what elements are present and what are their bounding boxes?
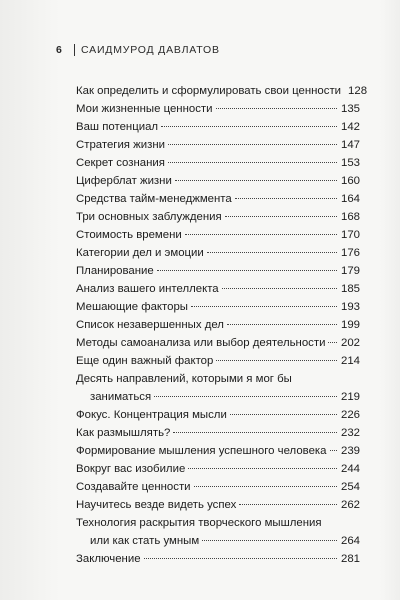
toc-entry-title: Заключение (76, 553, 141, 565)
toc-entry-page: 160 (340, 175, 360, 187)
toc-entry (76, 100, 360, 118)
toc-entry-title: Десять направлений, которыми я мог бы (76, 373, 292, 385)
toc-entry-page: 164 (340, 193, 360, 205)
dot-leader (154, 395, 337, 397)
toc-entry-title: Мешающие факторы (76, 301, 188, 313)
toc-entry-page: 226 (340, 409, 360, 421)
dot-leader (185, 233, 337, 235)
toc-entry-page: 214 (340, 355, 360, 367)
dot-leader (207, 251, 337, 253)
table-of-contents (76, 82, 368, 568)
toc-entry (76, 442, 360, 460)
dot-leader (161, 125, 337, 127)
toc-entry-title: Категории дел и эмоции (76, 247, 204, 259)
toc-entry-page: 202 (340, 337, 360, 349)
dot-leader (216, 359, 337, 361)
toc-entry-title: Создавайте ценности (76, 481, 191, 493)
toc-entry (76, 154, 360, 172)
toc-entry-page: 135 (340, 103, 360, 115)
toc-entry-title: Три основных заблуждения (76, 211, 222, 223)
toc-entry-page: 168 (340, 211, 360, 223)
toc-entry-page: 193 (340, 301, 360, 313)
toc-entry-page: 232 (340, 427, 360, 439)
toc-entry-page: 185 (340, 283, 360, 295)
dot-leader (227, 323, 337, 325)
dot-leader (173, 431, 337, 433)
dot-leader (222, 287, 337, 289)
toc-entry-title: Научитесь везде видеть успех (76, 499, 237, 511)
header-divider (74, 44, 75, 56)
toc-entry-page: 281 (340, 553, 360, 565)
dot-leader (144, 557, 337, 559)
toc-entry-page: 244 (340, 463, 360, 475)
dot-leader (216, 107, 338, 109)
author-name: САИДМУРОД ДАВЛАТОВ (81, 44, 220, 56)
toc-entry (76, 226, 360, 244)
dot-leader (330, 449, 338, 451)
toc-entry-title: Стратегия жизни (76, 139, 165, 151)
toc-entry-page: 264 (340, 535, 360, 547)
toc-entry (76, 478, 360, 496)
toc-entry (76, 334, 360, 352)
toc-entry-title: Как определить и сформулировать свои ценности (76, 85, 342, 97)
dot-leader (188, 467, 337, 469)
toc-entry-title: Список незавершенных дел (76, 319, 224, 331)
toc-entry (76, 172, 360, 190)
toc-entry (76, 406, 360, 424)
dot-leader (328, 341, 337, 343)
dot-leader (235, 197, 337, 199)
toc-entry (76, 370, 360, 406)
toc-entry-page: 128 (348, 85, 368, 97)
toc-entry-page: 219 (340, 391, 360, 403)
toc-entry-page: 239 (340, 445, 360, 457)
toc-entry-title-cont: или как стать умным (90, 535, 200, 547)
toc-entry (76, 550, 360, 568)
toc-entry (76, 208, 360, 226)
toc-entry (76, 136, 360, 154)
toc-entry-title: Циферблат жизни (76, 175, 172, 187)
dot-leader (230, 413, 337, 415)
toc-entry-page: 142 (340, 121, 360, 133)
toc-entry-title: Секрет сознания (76, 157, 165, 169)
toc-entry-title: Еще один важный фактор (76, 355, 214, 367)
toc-entry-title-cont: заниматься (90, 391, 152, 403)
toc-entry-title: Вокруг вас изобилие (76, 463, 186, 475)
dot-leader (168, 161, 337, 163)
toc-entry-page: 199 (340, 319, 360, 331)
toc-entry-title: Стоимость времени (76, 229, 182, 241)
toc-entry (76, 118, 360, 136)
page-number: 6 (56, 44, 63, 56)
toc-entry (76, 244, 360, 262)
toc-entry (76, 514, 360, 550)
toc-entry (76, 352, 360, 370)
toc-entry-title: Технология раскрытия творческого мышления (76, 517, 322, 529)
toc-entry (76, 424, 360, 442)
toc-entry (76, 280, 360, 298)
dot-leader (202, 539, 337, 541)
dot-leader (175, 179, 337, 181)
toc-entry-title: Формирование мышления успешного человека (76, 445, 327, 457)
toc-entry-page: 147 (340, 139, 360, 151)
toc-entry-title: Планирование (76, 265, 154, 277)
dot-leader (168, 143, 337, 145)
toc-entry-title: Средства тайм-менеджмента (76, 193, 232, 205)
toc-entry-page: 176 (340, 247, 360, 259)
dot-leader (191, 305, 337, 307)
toc-entry (76, 190, 360, 208)
toc-entry-title: Мои жизненные ценности (76, 103, 213, 115)
toc-entry (76, 316, 360, 334)
dot-leader (194, 485, 337, 487)
toc-entry-title: Анализ вашего интеллекта (76, 283, 219, 295)
toc-entry-title: Методы самоанализа или выбор деятельности (76, 337, 326, 349)
dot-leader (239, 503, 337, 505)
toc-entry-page: 170 (340, 229, 360, 241)
dot-leader (225, 215, 337, 217)
dot-leader (157, 269, 337, 271)
toc-entry (76, 82, 368, 100)
toc-entry-page: 254 (340, 481, 360, 493)
toc-entry (76, 262, 360, 280)
toc-entry-page: 153 (340, 157, 360, 169)
toc-entry-title: Ваш потенциал (76, 121, 159, 133)
toc-entry (76, 496, 360, 514)
toc-entry (76, 298, 360, 316)
toc-entry-title: Как размышлять? (76, 427, 171, 439)
toc-entry-page: 262 (340, 499, 360, 511)
toc-entry-page: 179 (340, 265, 360, 277)
toc-entry (76, 460, 360, 478)
running-header (56, 42, 356, 58)
toc-entry-title: Фокус. Концентрация мысли (76, 409, 227, 421)
